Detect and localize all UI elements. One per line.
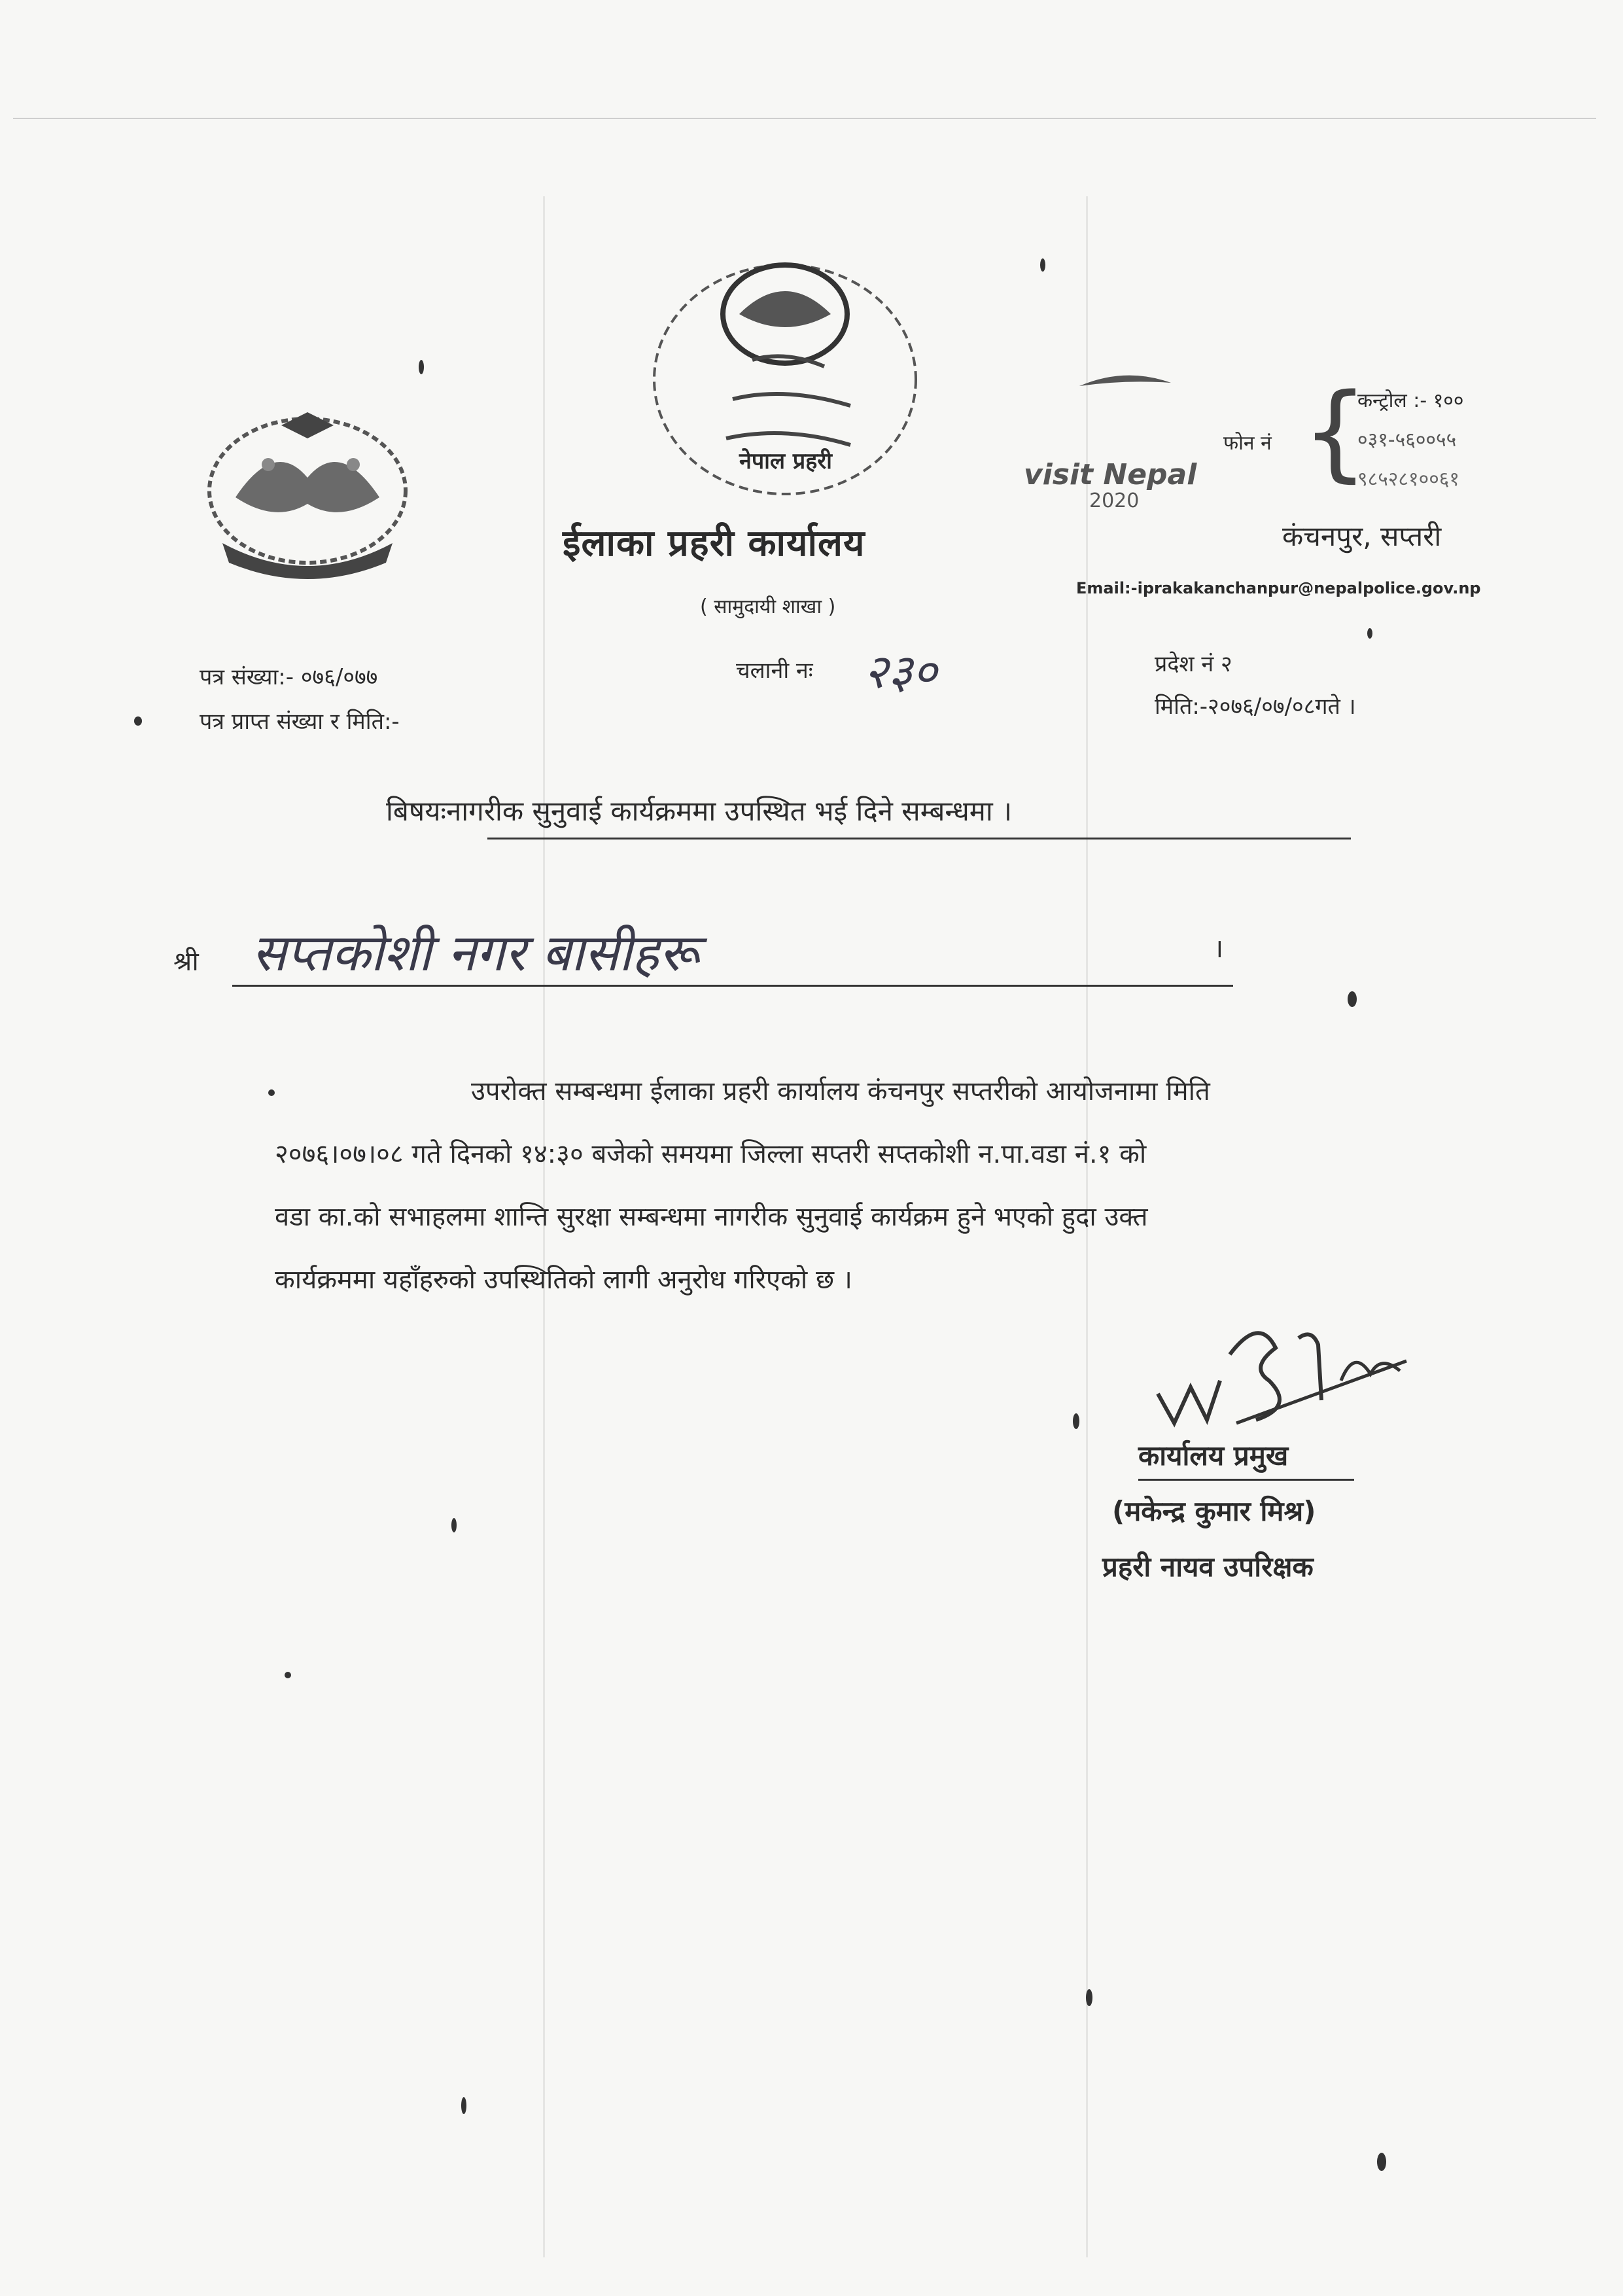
body-line-2: २०७६।०७।०८ गते दिनको १४:३० बजेको समयमा जिल्ला सप्तरी सप्तकोशी न.पा.वडा नं.१ को [275, 1139, 1147, 1169]
scan-speck [134, 716, 142, 726]
office-location: कंचनपुर, सप्तरी [1282, 520, 1442, 552]
visit-nepal-year: 2020 [1089, 489, 1140, 512]
seal-text: नेपाल प्रहरी [739, 448, 832, 474]
scan-speck [1367, 628, 1372, 639]
signatory-rank: प्रहरी नायव उपरिक्षक [1102, 1551, 1314, 1583]
received-number: पत्र प्राप्त संख्या र मिति:- [200, 709, 400, 735]
letter-number: पत्र संख्या:- ०७६/०७७ [200, 664, 378, 690]
scan-speck [1377, 2153, 1386, 2171]
phone-mobile: ९८५२८१००६१ [1357, 468, 1459, 491]
scan-speck [419, 360, 424, 374]
mountain-logo-icon [1073, 366, 1178, 399]
signatory-title-underline [1138, 1479, 1354, 1481]
scan-speck [268, 1089, 275, 1096]
recipient-prefix: श्री [173, 947, 199, 977]
nepal-emblem-icon [196, 399, 419, 589]
body-line-1: उपरोक्त सम्बन्धमा ईलाका प्रहरी कार्यालय कंचनपुर सप्तरीको आयोजनामा मिति [471, 1076, 1210, 1106]
scan-speck [1086, 1989, 1092, 2006]
subject-underline [487, 838, 1351, 839]
phone-label: फोन नं [1223, 432, 1272, 455]
phone-office: ०३१-५६००५५ [1357, 429, 1457, 451]
scan-speck [1073, 1413, 1079, 1429]
letter-date: मिति:-२०७६/०७/०८गते । [1155, 694, 1356, 720]
body-line-3: वडा का.को सभाहलमा शान्ति सुरक्षा सम्बन्धमा नागरीक सुनुवाई कार्यक्रम हुने भएको हुदा उक्त [275, 1202, 1148, 1232]
subject-line: बिषयःनागरीक सुनुवाई कार्यक्रममा उपस्थित भई दिने सम्बन्धमा । [386, 795, 1013, 827]
signatory-title: कार्यालय प्रमुख [1138, 1439, 1289, 1472]
visit-nepal-logo: visit Nepal [1024, 458, 1197, 491]
scan-speck [1040, 258, 1045, 272]
dispatch-label: चलानी नः [736, 658, 813, 684]
province-number: प्रदेश नं २ [1155, 651, 1232, 677]
handwritten-signature-icon [1145, 1309, 1420, 1439]
scan-speck [1348, 991, 1357, 1007]
recipient-name: सप्तकोशी नगर बासीहरू [252, 924, 699, 983]
signatory-name: (मकेन्द्र कुमार मिश्र) [1112, 1495, 1316, 1527]
phone-brace: { [1302, 370, 1369, 493]
scan-speck [285, 1672, 291, 1678]
dispatch-number: २३० [864, 644, 937, 699]
scan-speck [461, 2097, 466, 2114]
recipient-suffix: । [1213, 934, 1224, 964]
recipient-underline [232, 985, 1233, 987]
office-title: ईलाका प्रहरी कार्यालय [563, 522, 865, 565]
office-email: Email:-iprakakanchanpur@nepalpolice.gov.np [1076, 579, 1481, 597]
body-line-4: कार्यक्रममा यहाँहरुको उपस्थितिको लागी अनुरोध गरिएको छ । [275, 1265, 852, 1295]
scan-speck [451, 1518, 457, 1532]
phone-control: कन्ट्रोल :- १०० [1357, 389, 1464, 412]
top-border [13, 118, 1596, 119]
branch-name: ( सामुदायी शाखा ) [700, 595, 836, 618]
